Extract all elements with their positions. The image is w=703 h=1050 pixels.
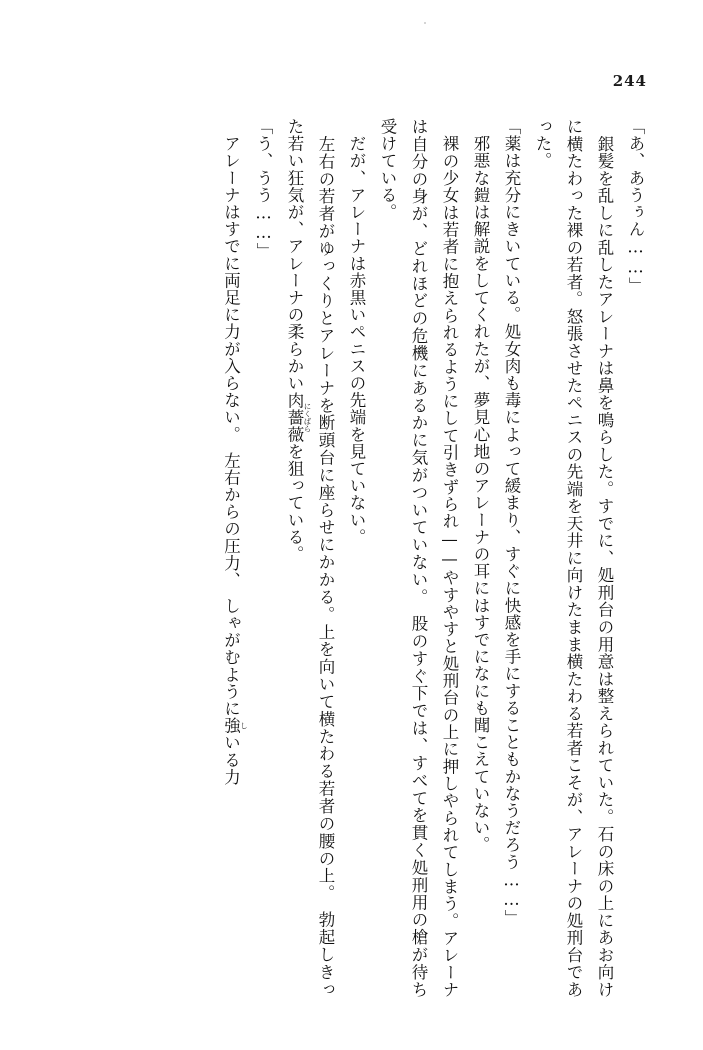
ruby-annotation: 肉薔薇 にくばら xyxy=(285,391,312,443)
paragraph: 銀髪を乱しに乱したアレーナは鼻を鳴らした。すでに、処刑台の用意は整えられていた。石の床の上にあお向けに横たわった裸の若者。怒張させたペニスの先端を天井に向けたまま横たわる若者こそが、アレーナの処刑台であった。 xyxy=(533,118,614,998)
paragraph: アレーナはすでに両足に力が入らない。 左右からの圧力、 しゃがむように強 しいる力 xyxy=(221,118,249,786)
paragraph: 左右の若者がゆっくりとアレーナを断頭台に座らせにかかる。上を向いて横たわる若者の腰の上。 勃起しきった若い狂気が、アレーナの柔らかい肉薔薇 にくばらを狙っている。 xyxy=(285,118,335,998)
paragraph: 裸の少女は若者に抱えられるようにして引きずられ——やすやすと処刑台の上に押しやられてしまう。アレーナは自分の身が、どれほどの危機にあるかに気がついていない。 股のすぐ下では、すべてを貫く処刑用の槍が待ち受けている。 xyxy=(378,118,459,998)
paragraph: 邪悪な鎧は解説をしてくれたが、夢見心地のアレーナの耳にはすでになにも聞こえていない。 xyxy=(471,118,490,854)
paragraph: 「う、うう……」 xyxy=(254,118,273,260)
paragraph: だが、アレーナは赤黒いペニスの先端を見ていない。 xyxy=(347,118,366,546)
page-body-text xyxy=(60,118,651,998)
page-number: 244 xyxy=(612,72,647,90)
paper-speck xyxy=(424,22,426,24)
paragraph: 「薬は充分にきいている。処女肉も毒によって緩まり、すぐに快感を手にすることもかなうだろう……」 xyxy=(502,118,521,927)
paragraph: 「あ、あうぅん……」 xyxy=(626,118,645,294)
ruby-annotation: 強 し xyxy=(221,717,249,735)
